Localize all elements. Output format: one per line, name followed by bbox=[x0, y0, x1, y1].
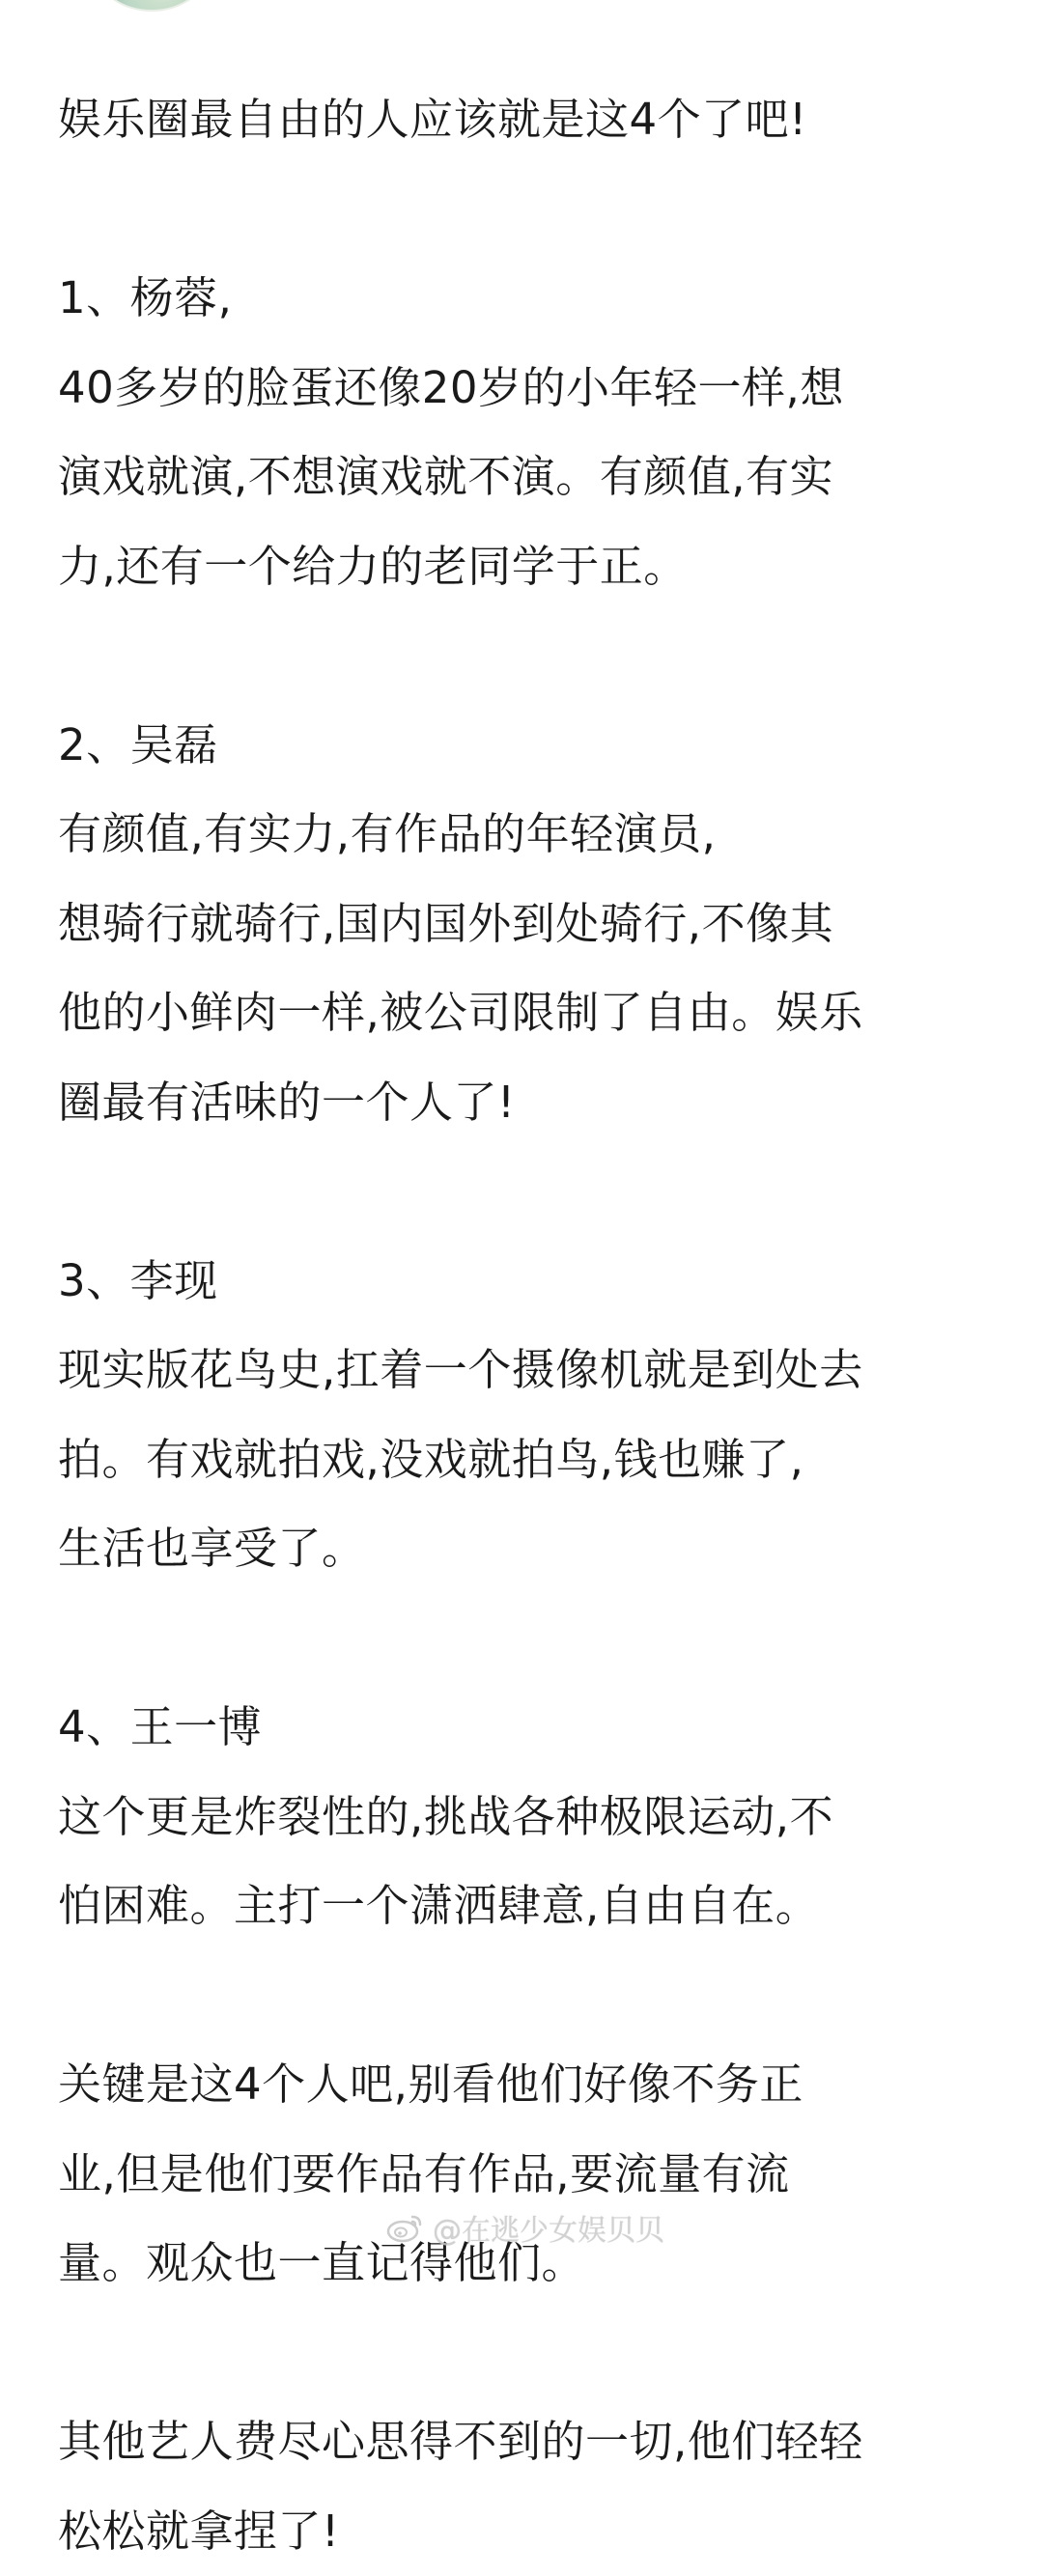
item-text-2-line-4: 圈最有活味的一个人了! bbox=[58, 1058, 1004, 1148]
summary-line-2: 业,但是他们要作品有作品,要流量有流 bbox=[58, 2130, 1004, 2220]
item-heading-4: 4、王一博 bbox=[58, 1683, 1004, 1773]
item-text-1-line-1: 40多岁的脸蛋还像20岁的小年轻一样,想 bbox=[58, 344, 1004, 434]
item-text-3-line-2: 拍。有戏就拍戏,没戏就拍鸟,钱也赚了, bbox=[58, 1415, 1004, 1505]
item-heading-2: 2、吴磊 bbox=[58, 701, 1004, 791]
avatar[interactable] bbox=[97, 0, 207, 12]
item-text-2-line-1: 有颜值,有实力,有作品的年轻演员, bbox=[58, 790, 1004, 880]
closing-line-2: 松松就拿捏了! bbox=[58, 2487, 1004, 2576]
item-text-1-line-3: 力,还有一个给力的老同学于正。 bbox=[58, 522, 1004, 612]
item-text-3-line-1: 现实版花鸟史,扛着一个摄像机就是到处去 bbox=[58, 1326, 1004, 1415]
weibo-icon bbox=[386, 2211, 425, 2244]
closing-line-1: 其他艺人费尽心思得不到的一切,他们轻轻 bbox=[58, 2397, 1004, 2487]
summary-line-3: 量。观众也一直记得他们。 bbox=[58, 2219, 1004, 2309]
item-text-3-line-3: 生活也享受了。 bbox=[58, 1504, 1004, 1594]
item-heading-1: 1、杨蓉, bbox=[58, 254, 1004, 344]
article-body bbox=[58, 75, 1004, 2576]
item-text-2-line-2: 想骑行就骑行,国内国外到处骑行,不像其 bbox=[58, 880, 1004, 969]
article-title: 娱乐圈最自由的人应该就是这4个了吧! bbox=[58, 75, 1004, 165]
item-text-1-line-2: 演戏就演,不想演戏就不演。有颜值,有实 bbox=[58, 433, 1004, 522]
watermark bbox=[386, 2206, 664, 2249]
item-text-2-line-3: 他的小鲜肉一样,被公司限制了自由。娱乐 bbox=[58, 968, 1004, 1058]
summary-line-1: 关键是这4个人吧,别看他们好像不务正 bbox=[58, 2040, 1004, 2130]
item-heading-3: 3、李现 bbox=[58, 1237, 1004, 1327]
item-text-4-line-1: 这个更是炸裂性的,挑战各种极限运动,不 bbox=[58, 1773, 1004, 1862]
item-text-4-line-2: 怕困难。主打一个潇洒肆意,自由自在。 bbox=[58, 1862, 1004, 1951]
watermark-handle: @在逃少女娱贝贝 bbox=[433, 2206, 664, 2249]
